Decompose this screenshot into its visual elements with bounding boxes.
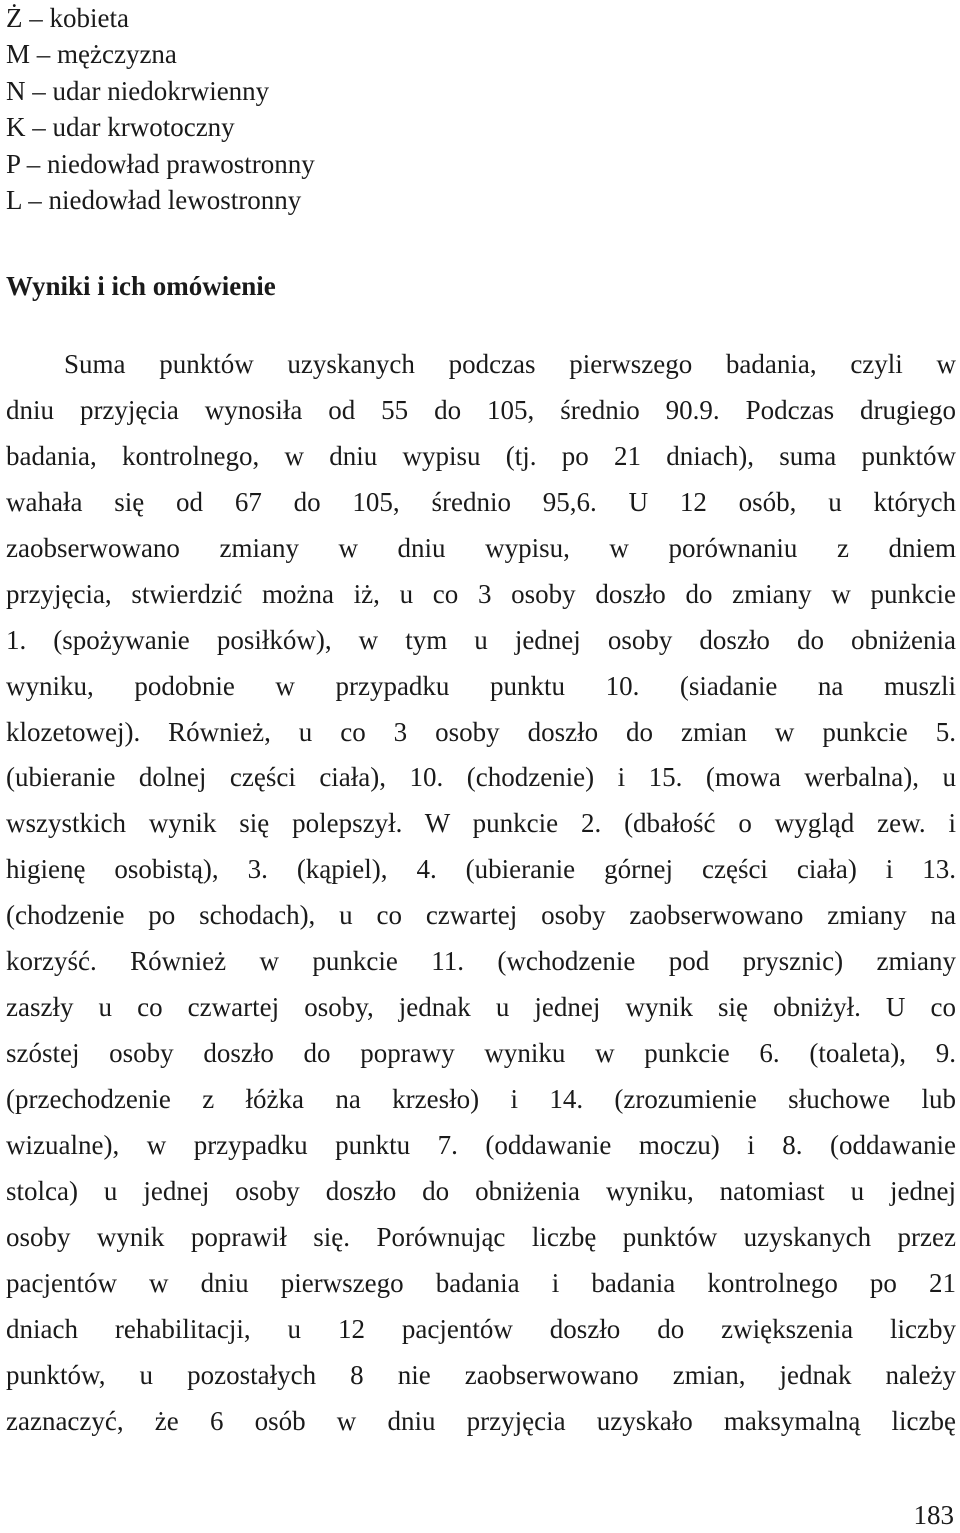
paragraph-line: higienę osobistą), 3. (kąpiel), 4. (ubieranie górnej części ciała) i 13. bbox=[6, 854, 956, 885]
paragraph-line: klozetowej). Również, u co 3 osoby doszło do zmian w punkcie 5. bbox=[6, 716, 956, 747]
paragraph-line: zaszły u co czwartej osoby, jednak u jednej wynik się obniżył. U co bbox=[6, 992, 956, 1023]
section-heading: Wyniki i ich omówienie bbox=[6, 271, 276, 301]
results-paragraph bbox=[6, 342, 956, 1445]
paragraph-line: (ubieranie dolnej części ciała), 10. (chodzenie) i 15. (mowa werbalna), u bbox=[6, 762, 956, 793]
paragraph-line: 1. (spożywanie posiłków), w tym u jednej osoby doszło do obniżenia bbox=[6, 624, 956, 655]
paragraph-line: dniach rehabilitacji, u 12 pacjentów doszło do zwiększenia liczby bbox=[6, 1313, 956, 1344]
paragraph-line: badania, kontrolnego, w dniu wypisu (tj. po 21 dniach), suma punktów bbox=[6, 440, 956, 471]
paragraph-line: wszystkich wynik się polepszył. W punkcie 2. (dbałość o wygląd zew. i bbox=[6, 808, 956, 839]
paragraph-line: osoby wynik poprawił się. Porównując liczbę punktów uzyskanych przez bbox=[6, 1221, 956, 1252]
legend-item-female: Ż – kobieta bbox=[6, 3, 129, 33]
legend-item-male: M – mężczyzna bbox=[6, 39, 177, 70]
paragraph-line: przyjęcia, stwierdzić można iż, u co 3 osoby doszło do zmiany w punkcie bbox=[6, 578, 956, 609]
legend-item-hemorrhagic-stroke: K – udar krwotoczny bbox=[6, 112, 235, 143]
abbreviation-legend bbox=[6, 0, 315, 218]
paragraph-line: pacjentów w dniu pierwszego badania i badania kontrolnego po 21 bbox=[6, 1267, 956, 1298]
paragraph-line: korzyść. Również w punkcie 11. (wchodzenie pod prysznic) zmiany bbox=[6, 946, 956, 977]
legend-item-left-paresis: L – niedowład lewostronny bbox=[6, 185, 302, 216]
legend-item-right-paresis: P – niedowład prawostronny bbox=[6, 148, 315, 179]
paragraph-line: wizualne), w przypadku punktu 7. (oddawanie moczu) i 8. (oddawanie bbox=[6, 1129, 956, 1160]
paragraph-line: Suma punktów uzyskanych podczas pierwszego badania, czyli w bbox=[64, 349, 956, 379]
paragraph-line: zaobserwowano zmiany w dniu wypisu, w porównaniu z dniem bbox=[6, 532, 956, 563]
page-number: 183 bbox=[913, 1500, 954, 1530]
paragraph-line: dniu przyjęcia wynosiła od 55 do 105, średnio 90.9. Podczas drugiego bbox=[6, 394, 956, 425]
paragraph-line: zaznaczyć, że 6 osób w dniu przyjęcia uzyskało maksymalną liczbę bbox=[6, 1405, 956, 1436]
paragraph-line: (chodzenie po schodach), u co czwartej osoby zaobserwowano zmiany na bbox=[6, 900, 956, 931]
paragraph-line: punktów, u pozostałych 8 nie zaobserwowano zmian, jednak należy bbox=[6, 1359, 956, 1390]
paragraph-line: stolca) u jednej osoby doszło do obniżenia wyniku, natomiast u jednej bbox=[6, 1175, 956, 1206]
paragraph-line: wahała się od 67 do 105, średnio 95,6. U 12 osób, u których bbox=[6, 486, 956, 517]
paragraph-line: wyniku, podobnie w przypadku punktu 10. (siadanie na muszli bbox=[6, 670, 956, 701]
legend-item-ischemic-stroke: N – udar niedokrwienny bbox=[6, 75, 270, 106]
paragraph-line: (przechodzenie z łóżka na krzesło) i 14. (zrozumienie słuchowe lub bbox=[6, 1084, 956, 1114]
paragraph-line: szóstej osoby doszło do poprawy wyniku w punkcie 6. (toaleta), 9. bbox=[6, 1038, 956, 1069]
